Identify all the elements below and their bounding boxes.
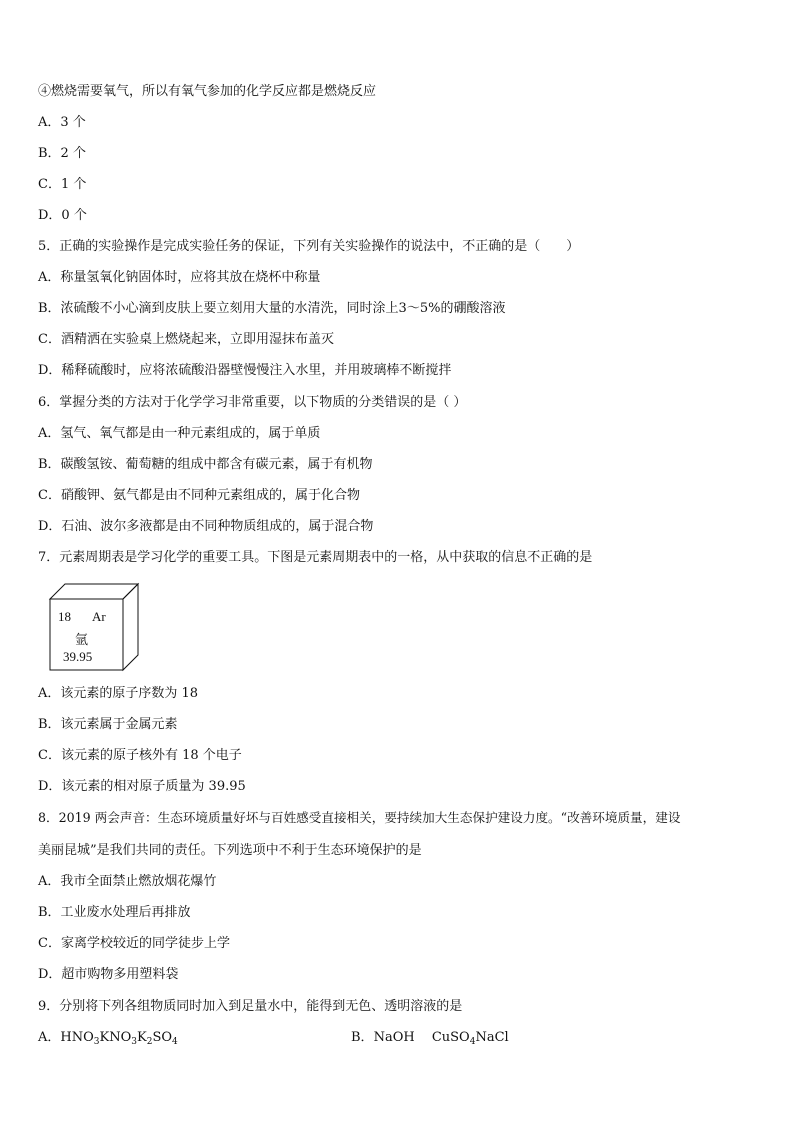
q7-option-b: B．该元素属于金属元素 <box>38 717 178 732</box>
formula-part: NaOH CuSO <box>373 1030 470 1045</box>
q6-option-b: B．碳酸氢铵、葡萄糖的组成中都含有碳元素，属于有机物 <box>38 457 373 472</box>
q4-statement-4: ④燃烧需要氧气，所以有氧气参加的化学反应都是燃烧反应 <box>38 84 377 99</box>
q7-option-d: D．该元素的相对原子质量为 39.95 <box>38 779 246 794</box>
formula-part: K <box>136 1030 147 1045</box>
formula-part: NaCl <box>475 1030 509 1045</box>
q6-option-c: C．硝酸钾、氨气都是由不同种元素组成的，属于化合物 <box>38 488 360 503</box>
q9-option-b-label: B． <box>351 1030 374 1045</box>
q5-option-a: A．称量氢氧化钠固体时，应将其放在烧杯中称量 <box>38 270 321 285</box>
q7-option-c: C．该元素的原子核外有 18 个电子 <box>38 748 242 763</box>
formula-sub: 4 <box>172 1037 178 1047</box>
q4-option-b: B．2 个 <box>38 146 86 161</box>
atomic-number: 18 <box>58 609 71 624</box>
q9-option-a <box>38 1030 178 1045</box>
q9-options-row <box>38 1029 756 1047</box>
cube-outline-icon <box>48 582 140 672</box>
atomic-mass: 39.95 <box>63 649 93 664</box>
q8-stem-line-1: 8．2019 两会声音：生态环境质量好坏与百姓感受直接相关，要持续加大生态保护建设力度。“改善环境质量，建设 <box>38 810 681 825</box>
periodic-table-cell <box>48 582 140 672</box>
formula-part: KNO <box>99 1030 132 1045</box>
q9-option-a-label: A． <box>38 1030 61 1045</box>
q6-stem: 6．掌握分类的方法对于化学学习非常重要，以下物质的分类错误的是（ ） <box>38 395 467 410</box>
q9-option-b <box>351 1029 509 1047</box>
q9-stem: 9．分别将下列各组物质同时加入到足量水中，能得到无色、透明溶液的是 <box>38 999 463 1014</box>
q4-option-d: D．0 个 <box>38 208 87 223</box>
formula-sub: 4 <box>469 1037 476 1047</box>
element-symbol: Ar <box>92 609 106 624</box>
q4-option-a: A．3 个 <box>38 115 86 130</box>
q8-option-a: A．我市全面禁止燃放烟花爆竹 <box>38 874 217 889</box>
formula-sub: 3 <box>131 1037 137 1047</box>
q5-option-c: C．酒精洒在实验桌上燃烧起来，立即用湿抹布盖灭 <box>38 332 334 347</box>
formula-sub: 2 <box>146 1037 153 1047</box>
q5-option-b: B．浓硫酸不小心滴到皮肤上要立刻用大量的水清洗，同时涂上3～5%的硼酸溶液 <box>38 301 506 316</box>
element-name: 氩 <box>75 633 89 648</box>
formula-sub: 3 <box>93 1037 100 1047</box>
q8-option-c: C．家离学校较近的同学徒步上学 <box>38 936 230 951</box>
q7-stem: 7．元素周期表是学习化学的重要工具。下图是元素周期表中的一格，从中获取的信息不正确的是 <box>38 550 593 565</box>
q6-option-d: D．石油、波尔多液都是由不同种物质组成的，属于混合物 <box>38 519 374 534</box>
q8-option-b: B．工业废水处理后再排放 <box>38 905 191 920</box>
q4-option-c: C．1 个 <box>38 177 87 192</box>
q5-stem: 5．正确的实验操作是完成实验任务的保证，下列有关实验操作的说法中，不正确的是（ ） <box>38 239 580 254</box>
q8-option-d: D．超市购物多用塑料袋 <box>38 967 179 982</box>
q6-option-a: A．氢气、氧气都是由一种元素组成的，属于单质 <box>38 426 321 441</box>
q7-option-a: A．该元素的原子序数为 18 <box>38 686 199 701</box>
q5-option-d: D．稀释硫酸时，应将浓硫酸沿器壁慢慢注入水里，并用玻璃棒不断搅拌 <box>38 363 452 378</box>
formula-part: SO <box>152 1030 173 1045</box>
q8-stem-line-2: 美丽昆城”是我们共同的责任。下列选项中不利于生态环境保护的是 <box>38 843 422 858</box>
formula-part: HNO <box>60 1030 94 1045</box>
